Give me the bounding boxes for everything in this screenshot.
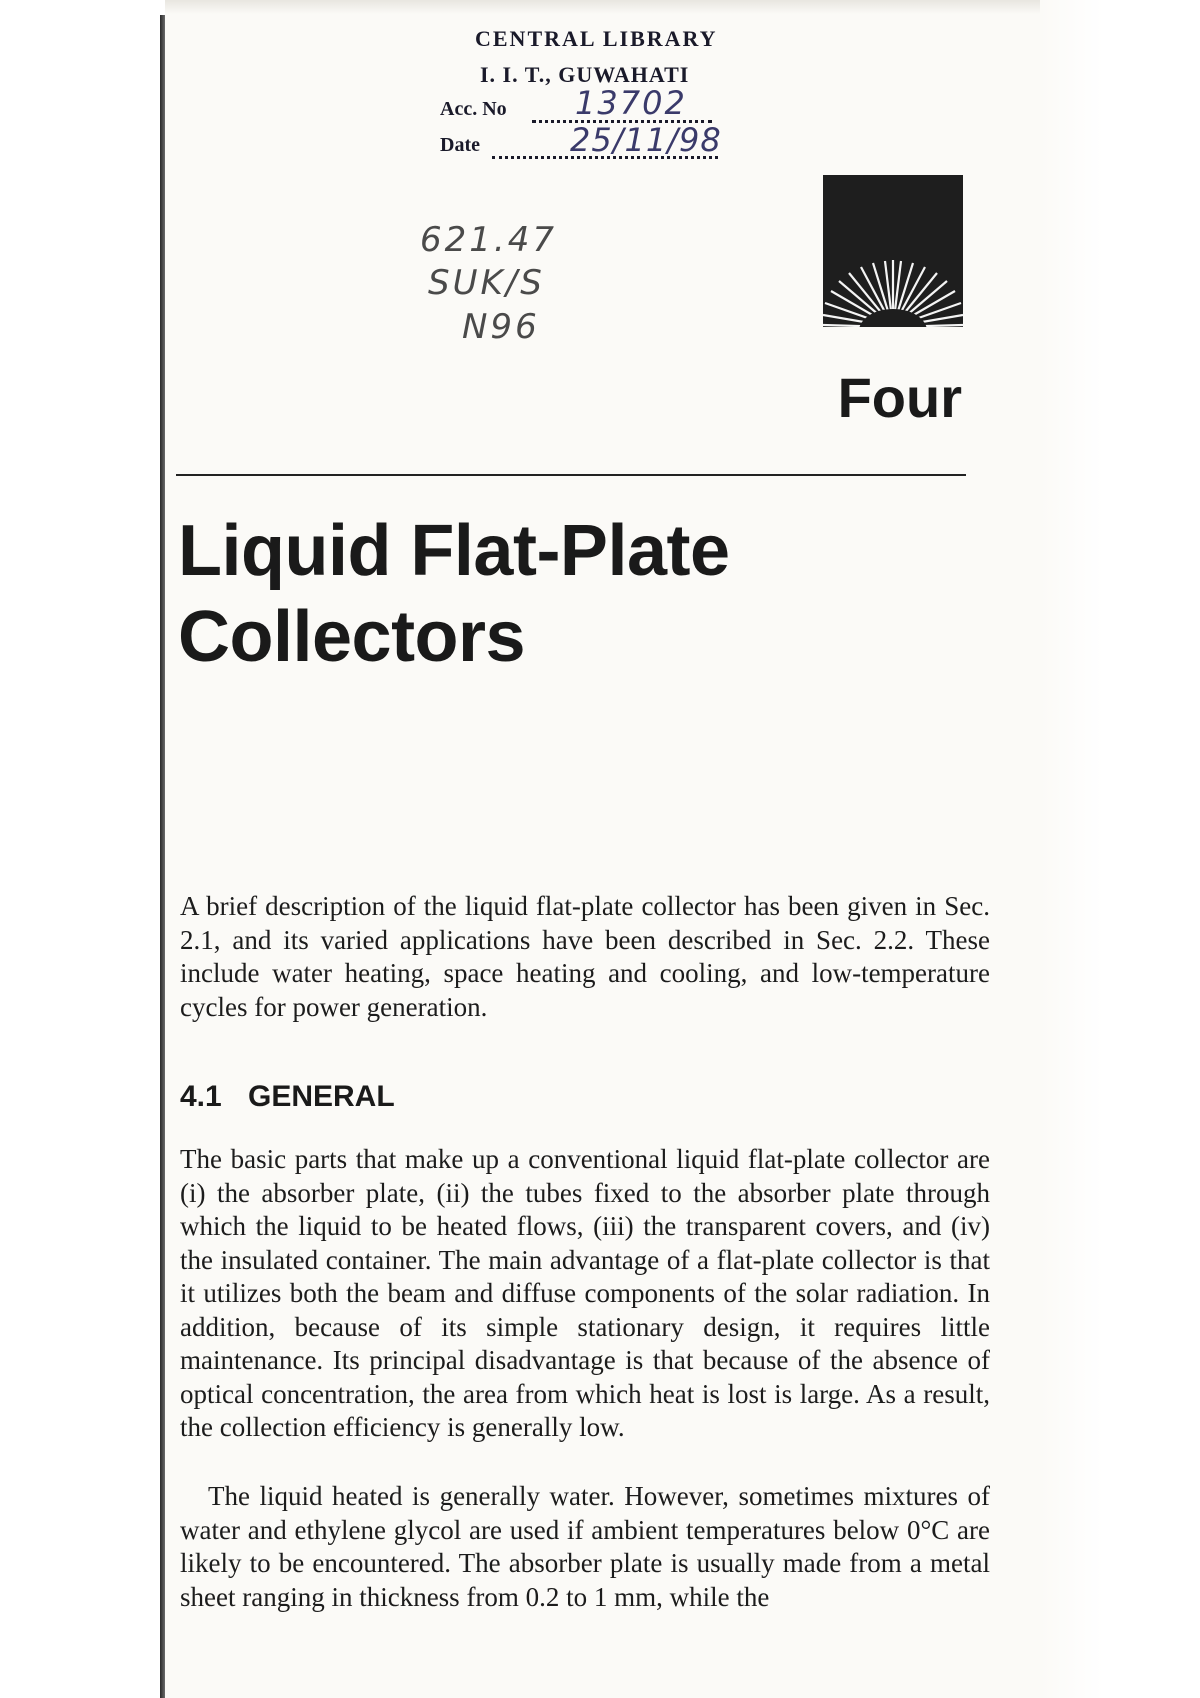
chapter-sunburst-graphic (823, 175, 963, 327)
call-number-line2: SUK/S (428, 263, 545, 303)
chapter-title-line1: Liquid Flat-Plate (178, 511, 730, 591)
call-number-line1: 621.47 (420, 220, 557, 260)
chapter-divider (176, 474, 966, 476)
body-paragraph: The basic parts that make up a conventional liquid flat-plate collector are (i) the absorber plate, (ii) the tubes fixed to the absorber plate through which the liquid to be heated flows, (iii) the transparent covers, and (iv) the insulated container. The main advantage of a flat-plate collector is that it utilizes both the beam and diffuse components of the solar radiation. In addition, because of its simple stationary design, it requires little maintenance. Its principal disadvantage is that because of the absence of optical concentration, the area from which heat is lost is large. As a result, the collection efficiency is generally low. (180, 1144, 990, 1442)
sunburst-icon (823, 175, 963, 327)
stamp-date-label: Date (440, 134, 480, 156)
stamp-library-name: CENTRAL LIBRARY (475, 26, 718, 51)
stamp-accession-label: Acc. No (440, 98, 507, 120)
chapter-title-line2: Collectors (178, 597, 526, 677)
call-number-line3: N96 (462, 307, 540, 347)
chapter-title (178, 508, 878, 680)
page-right-margin (1040, 0, 1200, 1698)
body-paragraph: The liquid heated is generally water. However, sometimes mixtures of water and ethylene glycol are used if ambient temperatures below 0°C are likely to be encountered. The absorber plate is usually made from a metal sheet ranging in thickness from 0.2 to 1 mm, while the (180, 1481, 990, 1612)
stamp-accession-number: 13702 (575, 84, 687, 122)
section-heading (180, 1080, 395, 1114)
intro-paragraph: A brief description of the liquid flat-plate collector has been given in Sec. 2.1, and its varied applications have been described in Sec. 2.2. These include water heating, space heating and cooling, and low-temperature cycles for power generation. (180, 891, 990, 1022)
section-number: 4.1 (180, 1080, 222, 1113)
book-binding-edge (160, 15, 165, 1698)
page-top-shadow (165, 0, 1040, 14)
chapter-number: Four (837, 366, 962, 429)
stamp-date-value: 25/11/98 (570, 121, 722, 159)
section-title: GENERAL (248, 1080, 395, 1113)
stamp-institute-name: I. I. T., GUWAHATI (480, 62, 690, 87)
